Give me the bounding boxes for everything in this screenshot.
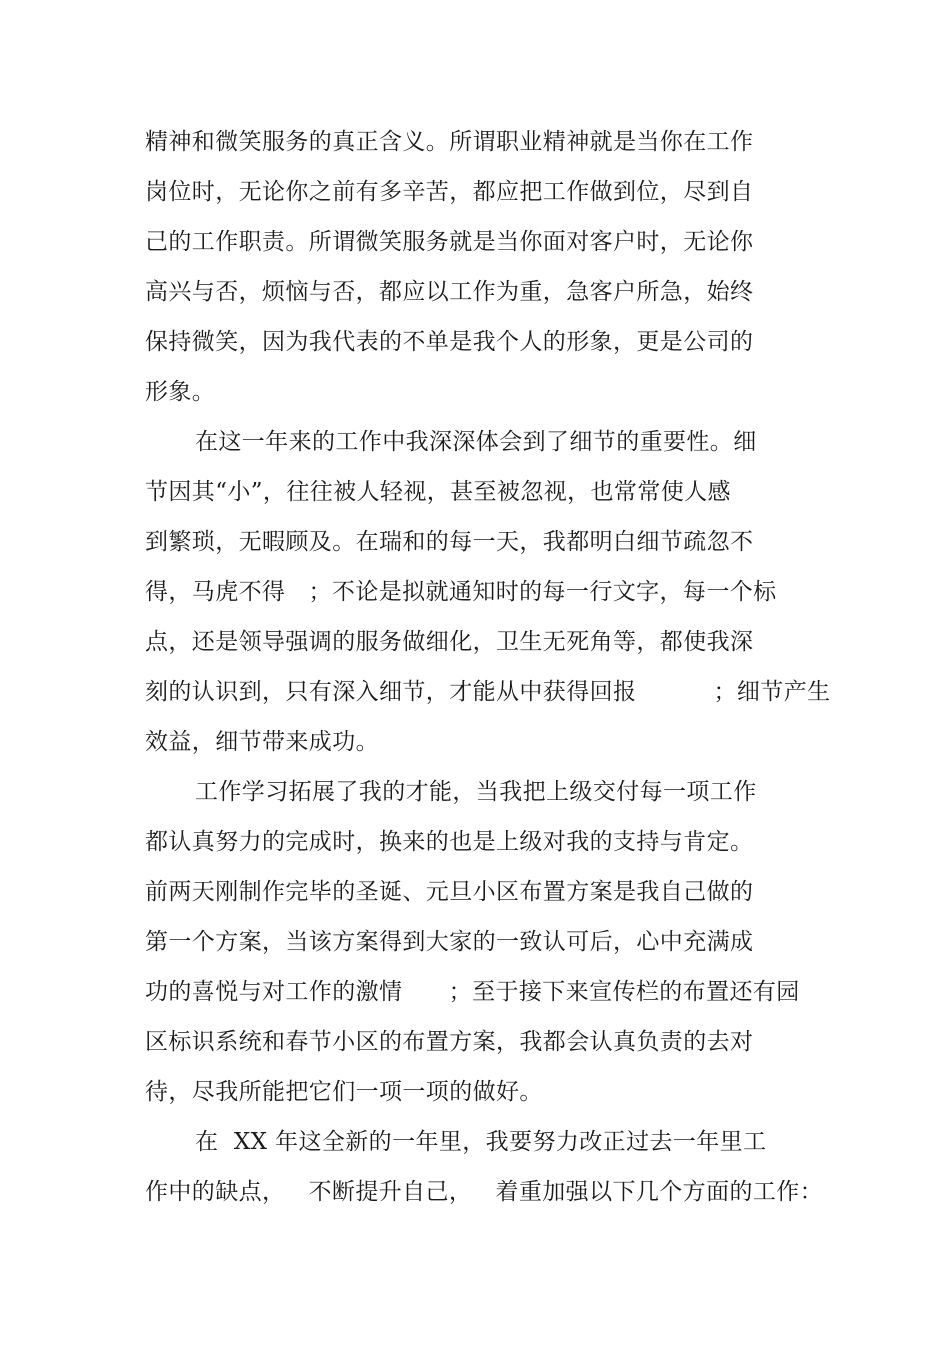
text-line: 点，还是领导强调的服务做细化，卫生无死角等，都使我深 (145, 629, 754, 655)
text-line: 得，马虎不得 ；不论是拟就通知时的每一行文字，每一个标 (145, 579, 777, 605)
text-line: 岗位时，无论你之前有多辛苦，都应把工作做到位，尽到自 (145, 179, 754, 205)
text-line: 区标识系统和春节小区的布置方案，我都会认真负责的去对 (145, 1029, 754, 1055)
text-line: 作中的缺点， 不断提升自己， 着重加强以下几个方面的工作： (145, 1179, 824, 1205)
text-line: 刻的认识到，只有深入细节，才能从中获得回报 ；细节产生 (145, 679, 831, 705)
text-line: 第一个方案，当该方案得到大家的一致认可后，心中充满成 (145, 929, 754, 955)
text-line: 功的喜悦与对工作的激情 ；至于接下来宣传栏的布置还有园 (145, 979, 800, 1005)
text-line: 效益，细节带来成功。 (145, 729, 379, 755)
paragraph-start-line: 工作学习拓展了我的才能，当我把上级交付每一项工作 (195, 779, 757, 805)
text-line: 形象。 (145, 379, 216, 405)
text-line: 到繁琐，无暇顾及。在瑞和的每一天，我都明白细节疏忽不 (145, 529, 754, 555)
text-line: 精神和微笑服务的真正含义。所谓职业精神就是当你在工作 (145, 129, 754, 155)
paragraph-start-line: 在 XX 年这全新的一年里，我要努力改正过去一年里工 (195, 1129, 767, 1155)
paragraph-start-line: 在这一年来的工作中我深深体会到了细节的重要性。细 (195, 429, 757, 455)
text-line: 都认真努力的完成时，换来的也是上级对我的支持与肯定。 (145, 829, 754, 855)
text-line: 节因其“小”，往往被人轻视，甚至被忽视，也常常使人感 (145, 479, 731, 505)
text-line: 保持微笑，因为我代表的不单是我个人的形象，更是公司的 (145, 329, 754, 355)
text-line: 前两天刚制作完毕的圣诞、元旦小区布置方案是我自己做的 (145, 879, 754, 905)
text-line: 待，尽我所能把它们一项一项的做好。 (145, 1079, 543, 1105)
text-line: 高兴与否，烦恼与否，都应以工作为重，急客户所急，始终 (145, 279, 754, 305)
text-line: 己的工作职责。所谓微笑服务就是当你面对客户时，无论你 (145, 229, 754, 255)
